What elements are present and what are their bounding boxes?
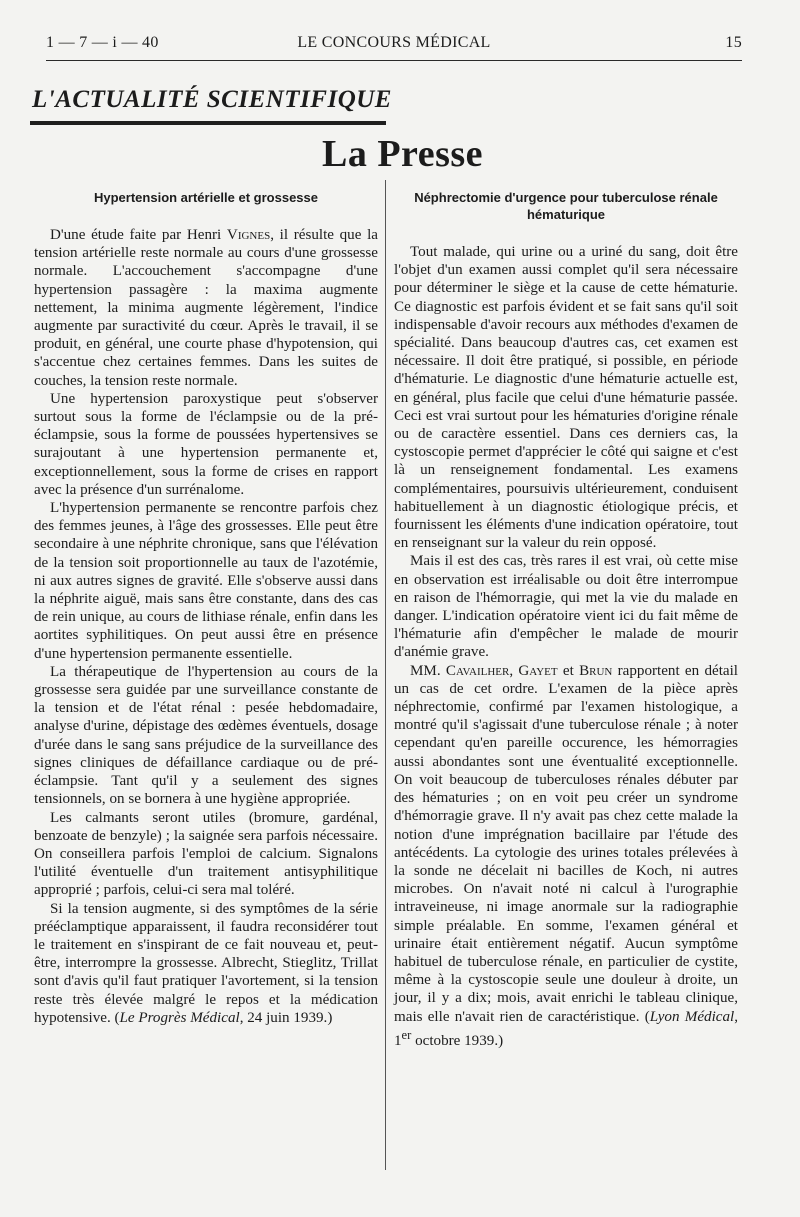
author-name: Brun: [579, 662, 613, 679]
running-header: [46, 34, 742, 56]
author-names: Cavailher, Gayet: [445, 662, 558, 679]
paragraph: MM. Cavailher, Gayet et Brun rapportent en détail un cas de cet ordre. L'examen de la pièce après néphrectomie, confirmé par l'examen histologique, a montré qu'il s'agissait d'une tuberculose rénale ; à noter cependant qu'en pareille occurence, les hémorragies aussi abondantes sont une éventualité exceptionnelle. On voit beaucoup de tuberculoses rénales débuter par des hématuries ; on en voit peu créer un syndrome d'hémorragie grave. Il n'y avait pas chez cette malade la notion d'une imprégnation bacillaire par l'étude des antécédents. La cytologie des urines totales prélevées à la sonde ne décelait ni bacilles de Koch, ni autres microbes. On n'avait noté ni calcul à l'urographie intraveineuse, ni image anormale sur la radiographie simple préalable. En somme, l'examen général et urinaire était entièrement négatif. Aucun symptôme habituel de tuberculose rénale, en particulier de cystite, même à la cystoscopie seule une douleur à droite, un jour, il y a dix; mois, avait enrichi le tableau clinique, mais elle n'avait rien de caractéristique. (Lyon Médical, 1er octobre 1939.): [394, 662, 738, 1049]
author-name: Vignes: [226, 227, 271, 243]
paragraph: Si la tension augmente, si des symptômes de la série prééclamptique apparaissent, il faudra reconsidérer tout le traitement en s'inspirant de ce fait nouveau et, peut-être, interrompre la grossesse. Albrecht, Stieglitz, Trillat sont d'avis qu'il faut pratiquer l'avortement, si la tension reste très élevée malgré le repos et la médication hypotensive. (Le Progrès Médical, 24 juin 1939.): [34, 900, 378, 1026]
paragraph: Une hypertension paroxystique peut s'observer surtout sous la forme de l'éclampsie ou de la pré-éclampsie, sous la forme de poussées hypertensives se surajoutant à une hypertension permanente et, exceptionnellement, sous la forme de crises en rapport avec la présence d'un surrénalome.: [34, 390, 378, 498]
paragraph: D'une étude faite par Henri Vignes, il résulte que la tension artérielle reste normale au cours d'une grossesse normale. L'accouchement s'accompagne d'une hypertension passagère : la maxima augmente nettement, la minima augmente légèrement, l'indice augmente par suractivité du cœur. Après le travail, il se produit, en général, une courte phase d'hypotension, qui s'accentue chez certaines femmes. Dans les suites de couches, la tension reste normale.: [34, 227, 378, 389]
paragraph: La thérapeutique de l'hypertension au cours de la grossesse sera guidée par une surveillance constante de la tension et de l'état rénal : pesée hebdomadaire, analyse d'urine, dépistage des œdèmes éventuels, dosage d'urée dans le sang sans préjudice de la surveillance des signes cliniques de défaillance cardiaque ou de pré-éclampsie. Tant qu'il y a seulement des signes tensionnels, on se bornera à une hygiène appropriée.: [34, 663, 378, 808]
rubric-title: L'ACTUALITÉ SCIENTIFIQUE: [32, 86, 392, 113]
article-hypertension: [34, 189, 378, 1027]
journal-title: LE CONCOURS MÉDICAL: [297, 34, 491, 51]
section-title: La Presse: [322, 133, 484, 175]
article-title: Hypertension artérielle et grossesse: [94, 190, 318, 205]
paragraph: L'hypertension permanente se rencontre parfois chez des femmes jeunes, à l'âge des grossesses. Elle peut être secondaire à une néphrite chronique, sans que l'élévation de la tension soit proportionnelle au taux de l'azotémie, ni aux autres signes de gravité. Elle s'observe aussi dans la néphrite aiguë, mais sans être constante, dans des cas de rein unique, au cours de lithiase rénale, enfin dans les aortites syphilitiques. On peut aussi être en présence d'une hypertension permanente essentielle.: [34, 500, 378, 662]
source-citation: Le Progrès Médical: [119, 1009, 240, 1026]
paragraph: Tout malade, qui urine ou a uriné du sang, doit être l'objet d'un examen aussi complet qu'il sera nécessaire pour déterminer le siège et la cause de cette hématurie. Ce diagnostic est parfois évident et se fait sans qu'il soit indispensable d'avoir recours aux méthodes d'examen de spécialité. Dans beaucoup d'autres cas, cet examen est nécessaire. Il doit être pratiqué, si possible, en période d'hématurie. Le diagnostic d'une hématurie actuelle est, en général, plus facile que celui d'une hématurie passée. Ceci est vrai surtout pour les hématuries d'origine rénale ou de caractère essentiel. Dans ces derniers cas, la cystoscopie permet d'apprécier le côté qui saigne et c'est là un renseignement fondamental. Les examens complémentaires, poursuivis ultérieurement, conduisent habituellement à un diagnostic étiologique précis, et fournissent les éléments d'une indication opératoire, tout en renseignant sur la valeur du rein opposé.: [394, 244, 738, 552]
header-divider: [46, 60, 742, 61]
article-title: Néphrectomie d'urgence pour tuberculose rénale hématurique: [414, 190, 718, 222]
paragraph: Mais il est des cas, très rares il est vrai, où cette mise en observation est irréalisable ou doit être interrompue en raison de l'hémorragie, qui met la vie du malade en danger. L'indication opératoire vient ici du fait même de l'hématurie afin d'empêcher le malade de mourir d'anémie grave.: [394, 553, 738, 661]
issue-date: 1 — 7 — i — 40: [46, 34, 159, 51]
source-citation: Lyon Médical: [649, 1008, 735, 1025]
paragraph: Les calmants seront utiles (bromure, gardénal, benzoate de benzyle) ; la saignée sera parfois nécessaire. On conseillera parfois l'emploi de calcium. Signalons l'utilité éventuelle d'un traitement antisyphilitique approprié ; parfois, celui-ci sera mal toléré.: [34, 809, 378, 899]
page-number: 15: [725, 34, 742, 51]
column-divider: [385, 180, 386, 1170]
article-nephrectomie: [394, 189, 738, 1050]
rubric-underline: [30, 121, 386, 125]
